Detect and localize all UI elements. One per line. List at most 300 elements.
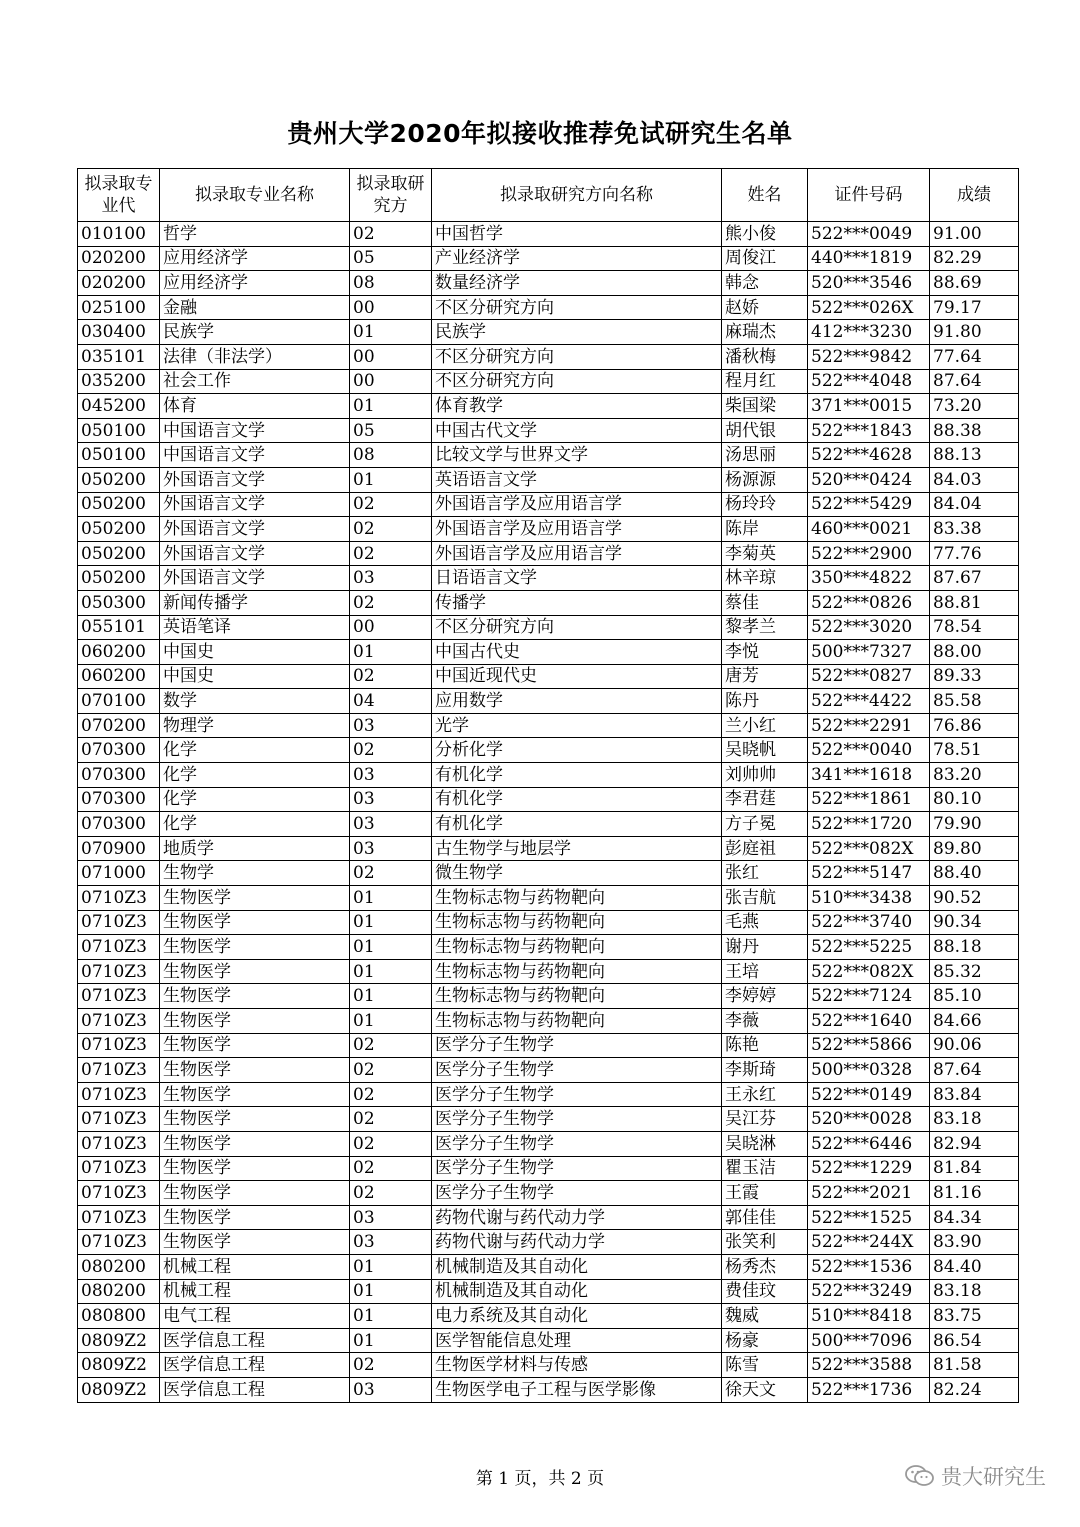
cell-score: 85.32	[930, 959, 1019, 984]
cell-student-name: 陈雪	[722, 1353, 808, 1378]
table-row	[78, 836, 1019, 861]
cell-score: 85.58	[930, 689, 1019, 714]
cell-student-name: 杨豪	[722, 1328, 808, 1353]
cell-major-name: 医学信息工程	[160, 1328, 350, 1353]
table-header	[78, 169, 1019, 222]
cell-major-code: 0710Z3	[78, 935, 160, 960]
cell-major-name: 机械工程	[160, 1254, 350, 1279]
cell-major-name: 生物医学	[160, 1156, 350, 1181]
table-row	[78, 394, 1019, 419]
cell-id-number: 440***1819	[808, 246, 930, 271]
cell-direction-name: 生物医学材料与传感	[432, 1353, 722, 1378]
cell-id-number: 522***1843	[808, 418, 930, 443]
watermark-text: 贵大研究生	[941, 1465, 1046, 1489]
cell-student-name: 胡代银	[722, 418, 808, 443]
cell-score: 73.20	[930, 394, 1019, 419]
cell-score: 79.90	[930, 812, 1019, 837]
cell-direction-code: 03	[350, 566, 432, 591]
cell-direction-name: 医学分子生物学	[432, 1156, 722, 1181]
cell-student-name: 李薇	[722, 1009, 808, 1034]
cell-direction-name: 中国古代史	[432, 640, 722, 665]
cell-direction-name: 药物代谢与药代动力学	[432, 1205, 722, 1230]
cell-major-name: 外国语言文学	[160, 541, 350, 566]
cell-direction-name: 民族学	[432, 320, 722, 345]
cell-direction-name: 体育教学	[432, 394, 722, 419]
cell-major-name: 生物医学	[160, 935, 350, 960]
cell-major-name: 外国语言文学	[160, 517, 350, 542]
cell-major-name: 民族学	[160, 320, 350, 345]
cell-major-name: 化学	[160, 787, 350, 812]
cell-id-number: 522***3740	[808, 910, 930, 935]
cell-score: 91.80	[930, 320, 1019, 345]
cell-major-code: 030400	[78, 320, 160, 345]
cell-score: 82.24	[930, 1377, 1019, 1402]
table-row	[78, 1304, 1019, 1329]
cell-major-code: 050200	[78, 467, 160, 492]
cell-student-name: 汤思丽	[722, 443, 808, 468]
cell-score: 88.00	[930, 640, 1019, 665]
cell-id-number: 522***5866	[808, 1033, 930, 1058]
cell-major-code: 0710Z3	[78, 984, 160, 1009]
cell-major-name: 中国史	[160, 640, 350, 665]
cell-student-name: 方子冕	[722, 812, 808, 837]
table-row	[78, 1107, 1019, 1132]
cell-direction-name: 比较文学与世界文学	[432, 443, 722, 468]
cell-score: 82.94	[930, 1131, 1019, 1156]
cell-id-number: 520***3546	[808, 271, 930, 296]
table-row	[78, 566, 1019, 591]
header-id-number: 证件号码	[808, 169, 930, 222]
cell-id-number: 522***0827	[808, 664, 930, 689]
cell-major-code: 020200	[78, 271, 160, 296]
cell-major-code: 070100	[78, 689, 160, 714]
cell-major-code: 0809Z2	[78, 1377, 160, 1402]
cell-major-name: 生物医学	[160, 984, 350, 1009]
table-row	[78, 295, 1019, 320]
cell-score: 83.38	[930, 517, 1019, 542]
cell-direction-name: 生物标志物与药物靶向	[432, 910, 722, 935]
table-row	[78, 1254, 1019, 1279]
cell-direction-code: 03	[350, 787, 432, 812]
cell-id-number: 350***4822	[808, 566, 930, 591]
cell-direction-name: 医学分子生物学	[432, 1107, 722, 1132]
cell-student-name: 张红	[722, 861, 808, 886]
table-row	[78, 787, 1019, 812]
cell-direction-code: 01	[350, 1254, 432, 1279]
cell-direction-name: 中国哲学	[432, 222, 722, 247]
cell-direction-name: 机械制造及其自动化	[432, 1279, 722, 1304]
cell-id-number: 522***1861	[808, 787, 930, 812]
table-row	[78, 1033, 1019, 1058]
cell-direction-name: 医学分子生物学	[432, 1033, 722, 1058]
cell-score: 85.10	[930, 984, 1019, 1009]
cell-student-name: 杨玲玲	[722, 492, 808, 517]
cell-score: 90.06	[930, 1033, 1019, 1058]
cell-major-code: 0710Z3	[78, 1205, 160, 1230]
cell-direction-name: 电力系统及其自动化	[432, 1304, 722, 1329]
cell-score: 79.17	[930, 295, 1019, 320]
table-row	[78, 1377, 1019, 1402]
cell-major-code: 0710Z3	[78, 1107, 160, 1132]
cell-score: 78.51	[930, 738, 1019, 763]
cell-score: 83.18	[930, 1107, 1019, 1132]
cell-student-name: 吴晓淋	[722, 1131, 808, 1156]
cell-score: 88.13	[930, 443, 1019, 468]
cell-score: 83.18	[930, 1279, 1019, 1304]
cell-direction-code: 02	[350, 1156, 432, 1181]
cell-score: 88.38	[930, 418, 1019, 443]
cell-score: 84.40	[930, 1254, 1019, 1279]
cell-direction-name: 日语语言文学	[432, 566, 722, 591]
cell-major-name: 生物医学	[160, 1033, 350, 1058]
cell-direction-name: 医学分子生物学	[432, 1082, 722, 1107]
table-row	[78, 713, 1019, 738]
cell-score: 89.33	[930, 664, 1019, 689]
header-score: 成绩	[930, 169, 1019, 222]
cell-direction-code: 03	[350, 713, 432, 738]
cell-score: 87.64	[930, 369, 1019, 394]
cell-major-code: 070200	[78, 713, 160, 738]
cell-major-code: 0809Z2	[78, 1328, 160, 1353]
cell-major-name: 哲学	[160, 222, 350, 247]
cell-direction-name: 机械制造及其自动化	[432, 1254, 722, 1279]
cell-id-number: 522***9842	[808, 344, 930, 369]
cell-major-code: 025100	[78, 295, 160, 320]
cell-id-number: 500***7096	[808, 1328, 930, 1353]
cell-student-name: 麻瑞杰	[722, 320, 808, 345]
cell-student-name: 瞿玉洁	[722, 1156, 808, 1181]
cell-score: 87.64	[930, 1058, 1019, 1083]
cell-direction-code: 01	[350, 640, 432, 665]
cell-direction-name: 分析化学	[432, 738, 722, 763]
cell-major-code: 0710Z3	[78, 886, 160, 911]
table-row	[78, 418, 1019, 443]
table-row	[78, 886, 1019, 911]
cell-major-name: 生物医学	[160, 959, 350, 984]
cell-direction-name: 产业经济学	[432, 246, 722, 271]
cell-major-name: 化学	[160, 763, 350, 788]
cell-direction-code: 02	[350, 222, 432, 247]
cell-direction-code: 02	[350, 1353, 432, 1378]
cell-major-code: 080800	[78, 1304, 160, 1329]
table-row	[78, 935, 1019, 960]
cell-major-name: 法律（非法学）	[160, 344, 350, 369]
cell-direction-code: 08	[350, 443, 432, 468]
cell-direction-name: 不区分研究方向	[432, 295, 722, 320]
cell-student-name: 周俊江	[722, 246, 808, 271]
cell-direction-code: 05	[350, 418, 432, 443]
cell-direction-name: 外国语言学及应用语言学	[432, 492, 722, 517]
cell-major-name: 生物医学	[160, 1205, 350, 1230]
cell-score: 86.54	[930, 1328, 1019, 1353]
cell-major-code: 070300	[78, 763, 160, 788]
cell-score: 81.58	[930, 1353, 1019, 1378]
cell-direction-code: 08	[350, 271, 432, 296]
cell-student-name: 刘帅帅	[722, 763, 808, 788]
cell-major-code: 045200	[78, 394, 160, 419]
cell-id-number: 510***3438	[808, 886, 930, 911]
cell-id-number: 522***1640	[808, 1009, 930, 1034]
cell-major-code: 050100	[78, 443, 160, 468]
cell-direction-name: 外国语言学及应用语言学	[432, 517, 722, 542]
cell-id-number: 522***3020	[808, 615, 930, 640]
cell-score: 77.64	[930, 344, 1019, 369]
table-row	[78, 664, 1019, 689]
cell-major-code: 070300	[78, 787, 160, 812]
cell-score: 84.34	[930, 1205, 1019, 1230]
cell-score: 84.66	[930, 1009, 1019, 1034]
table-row	[78, 541, 1019, 566]
cell-student-name: 柴国梁	[722, 394, 808, 419]
cell-major-name: 生物医学	[160, 1230, 350, 1255]
cell-direction-name: 中国古代文学	[432, 418, 722, 443]
cell-direction-name: 中国近现代史	[432, 664, 722, 689]
cell-score: 83.90	[930, 1230, 1019, 1255]
table-row	[78, 1230, 1019, 1255]
cell-major-code: 0710Z3	[78, 1009, 160, 1034]
cell-id-number: 520***0028	[808, 1107, 930, 1132]
cell-major-name: 中国语言文学	[160, 418, 350, 443]
table-row	[78, 517, 1019, 542]
table-row	[78, 1181, 1019, 1206]
table-row	[78, 1205, 1019, 1230]
cell-major-name: 新闻传播学	[160, 590, 350, 615]
cell-major-code: 035200	[78, 369, 160, 394]
cell-major-code: 070900	[78, 836, 160, 861]
cell-direction-name: 有机化学	[432, 787, 722, 812]
cell-student-name: 王培	[722, 959, 808, 984]
cell-id-number: 341***1618	[808, 763, 930, 788]
cell-major-name: 生物医学	[160, 886, 350, 911]
cell-direction-code: 01	[350, 1009, 432, 1034]
cell-direction-code: 02	[350, 1082, 432, 1107]
table-row	[78, 1353, 1019, 1378]
cell-major-name: 应用经济学	[160, 246, 350, 271]
table-row	[78, 1009, 1019, 1034]
table-body	[78, 222, 1019, 1403]
cell-direction-code: 01	[350, 910, 432, 935]
cell-major-name: 化学	[160, 812, 350, 837]
cell-direction-name: 生物标志物与药物靶向	[432, 935, 722, 960]
table-row	[78, 984, 1019, 1009]
cell-student-name: 王永红	[722, 1082, 808, 1107]
cell-score: 87.67	[930, 566, 1019, 591]
table-row	[78, 1156, 1019, 1181]
cell-id-number: 371***0015	[808, 394, 930, 419]
cell-id-number: 522***2021	[808, 1181, 930, 1206]
cell-id-number: 522***3249	[808, 1279, 930, 1304]
header-name: 姓名	[722, 169, 808, 222]
cell-student-name: 李婷婷	[722, 984, 808, 1009]
cell-id-number: 522***1525	[808, 1205, 930, 1230]
cell-student-name: 程月红	[722, 369, 808, 394]
cell-major-name: 生物医学	[160, 1181, 350, 1206]
table-row	[78, 369, 1019, 394]
cell-major-code: 060200	[78, 664, 160, 689]
cell-major-code: 055101	[78, 615, 160, 640]
cell-student-name: 李悦	[722, 640, 808, 665]
cell-direction-name: 不区分研究方向	[432, 615, 722, 640]
cell-score: 88.18	[930, 935, 1019, 960]
table-row	[78, 590, 1019, 615]
cell-id-number: 522***1736	[808, 1377, 930, 1402]
cell-score: 83.84	[930, 1082, 1019, 1107]
cell-student-name: 李斯琦	[722, 1058, 808, 1083]
cell-direction-code: 01	[350, 320, 432, 345]
cell-major-code: 080200	[78, 1279, 160, 1304]
table-row	[78, 344, 1019, 369]
cell-direction-code: 02	[350, 1107, 432, 1132]
cell-student-name: 林辛琼	[722, 566, 808, 591]
table-row	[78, 640, 1019, 665]
cell-major-name: 机械工程	[160, 1279, 350, 1304]
table-row	[78, 738, 1019, 763]
cell-major-name: 外国语言文学	[160, 566, 350, 591]
cell-direction-name: 生物医学电子工程与医学影像	[432, 1377, 722, 1402]
cell-student-name: 杨源源	[722, 467, 808, 492]
cell-direction-name: 生物标志物与药物靶向	[432, 1009, 722, 1034]
cell-direction-code: 00	[350, 295, 432, 320]
cell-id-number: 522***244X	[808, 1230, 930, 1255]
cell-id-number: 522***082X	[808, 959, 930, 984]
cell-direction-code: 02	[350, 590, 432, 615]
page-footer: 第 1 页，共 2 页	[475, 1469, 605, 1489]
cell-direction-code: 01	[350, 1279, 432, 1304]
cell-id-number: 522***0149	[808, 1082, 930, 1107]
cell-score: 76.86	[930, 713, 1019, 738]
cell-major-name: 生物医学	[160, 1131, 350, 1156]
cell-student-name: 王霞	[722, 1181, 808, 1206]
cell-direction-code: 04	[350, 689, 432, 714]
cell-student-name: 熊小俊	[722, 222, 808, 247]
cell-student-name: 陈岸	[722, 517, 808, 542]
cell-major-code: 0710Z3	[78, 1082, 160, 1107]
cell-id-number: 522***5225	[808, 935, 930, 960]
cell-id-number: 522***6446	[808, 1131, 930, 1156]
cell-direction-code: 03	[350, 1205, 432, 1230]
cell-major-code: 0710Z3	[78, 1058, 160, 1083]
cell-major-code: 070300	[78, 738, 160, 763]
cell-major-code: 010100	[78, 222, 160, 247]
cell-major-code: 071000	[78, 861, 160, 886]
cell-score: 81.84	[930, 1156, 1019, 1181]
cell-student-name: 费佳玟	[722, 1279, 808, 1304]
cell-direction-name: 医学分子生物学	[432, 1058, 722, 1083]
cell-score: 83.20	[930, 763, 1019, 788]
cell-direction-code: 01	[350, 935, 432, 960]
cell-direction-name: 生物标志物与药物靶向	[432, 984, 722, 1009]
cell-direction-name: 有机化学	[432, 812, 722, 837]
table-row	[78, 222, 1019, 247]
table-row	[78, 320, 1019, 345]
table-row	[78, 1279, 1019, 1304]
cell-id-number: 522***1536	[808, 1254, 930, 1279]
cell-major-code: 0710Z3	[78, 1230, 160, 1255]
cell-major-name: 金融	[160, 295, 350, 320]
cell-major-name: 外国语言文学	[160, 492, 350, 517]
cell-score: 89.80	[930, 836, 1019, 861]
cell-major-code: 050300	[78, 590, 160, 615]
cell-student-name: 魏威	[722, 1304, 808, 1329]
cell-id-number: 522***1720	[808, 812, 930, 837]
cell-student-name: 谢丹	[722, 935, 808, 960]
cell-major-name: 生物医学	[160, 910, 350, 935]
cell-student-name: 陈艳	[722, 1033, 808, 1058]
cell-direction-code: 03	[350, 1230, 432, 1255]
cell-student-name: 陈丹	[722, 689, 808, 714]
cell-major-code: 060200	[78, 640, 160, 665]
cell-major-code: 050200	[78, 566, 160, 591]
wechat-icon	[905, 1464, 935, 1488]
cell-score: 78.54	[930, 615, 1019, 640]
cell-score: 81.16	[930, 1181, 1019, 1206]
cell-direction-code: 02	[350, 664, 432, 689]
cell-student-name: 李菊英	[722, 541, 808, 566]
cell-student-name: 彭庭祖	[722, 836, 808, 861]
table-row	[78, 812, 1019, 837]
cell-direction-code: 02	[350, 738, 432, 763]
cell-id-number: 460***0021	[808, 517, 930, 542]
table-row	[78, 910, 1019, 935]
cell-score: 90.34	[930, 910, 1019, 935]
cell-direction-code: 00	[350, 344, 432, 369]
cell-major-code: 050100	[78, 418, 160, 443]
cell-direction-code: 00	[350, 615, 432, 640]
cell-major-code: 070300	[78, 812, 160, 837]
cell-direction-name: 医学分子生物学	[432, 1181, 722, 1206]
cell-student-name: 兰小红	[722, 713, 808, 738]
table-row	[78, 1131, 1019, 1156]
cell-major-name: 生物医学	[160, 1009, 350, 1034]
cell-id-number: 522***2291	[808, 713, 930, 738]
cell-major-name: 生物医学	[160, 1107, 350, 1132]
cell-major-name: 物理学	[160, 713, 350, 738]
cell-direction-name: 数量经济学	[432, 271, 722, 296]
cell-major-code: 0710Z3	[78, 910, 160, 935]
cell-id-number: 522***5429	[808, 492, 930, 517]
cell-direction-code: 02	[350, 1058, 432, 1083]
cell-student-name: 韩念	[722, 271, 808, 296]
cell-score: 88.81	[930, 590, 1019, 615]
table-row	[78, 615, 1019, 640]
cell-id-number: 522***0049	[808, 222, 930, 247]
document-title: 贵州大学2020年拟接收推荐免试研究生名单	[287, 119, 793, 148]
cell-score: 88.40	[930, 861, 1019, 886]
cell-direction-code: 02	[350, 861, 432, 886]
cell-direction-code: 01	[350, 959, 432, 984]
cell-direction-name: 生物标志物与药物靶向	[432, 959, 722, 984]
cell-direction-name: 英语语言文学	[432, 467, 722, 492]
cell-major-code: 0710Z3	[78, 1033, 160, 1058]
cell-student-name: 毛燕	[722, 910, 808, 935]
header-major-name: 拟录取专业名称	[160, 169, 350, 222]
table-row	[78, 443, 1019, 468]
cell-id-number: 522***4048	[808, 369, 930, 394]
cell-student-name: 张吉航	[722, 886, 808, 911]
cell-direction-code: 02	[350, 1131, 432, 1156]
watermark	[905, 1461, 1046, 1491]
cell-major-code: 020200	[78, 246, 160, 271]
cell-direction-name: 传播学	[432, 590, 722, 615]
cell-id-number: 522***026X	[808, 295, 930, 320]
cell-student-name: 吴江芬	[722, 1107, 808, 1132]
cell-score: 84.04	[930, 492, 1019, 517]
table-row	[78, 271, 1019, 296]
cell-direction-code: 03	[350, 763, 432, 788]
cell-id-number: 500***7327	[808, 640, 930, 665]
table-row	[78, 959, 1019, 984]
cell-major-name: 社会工作	[160, 369, 350, 394]
